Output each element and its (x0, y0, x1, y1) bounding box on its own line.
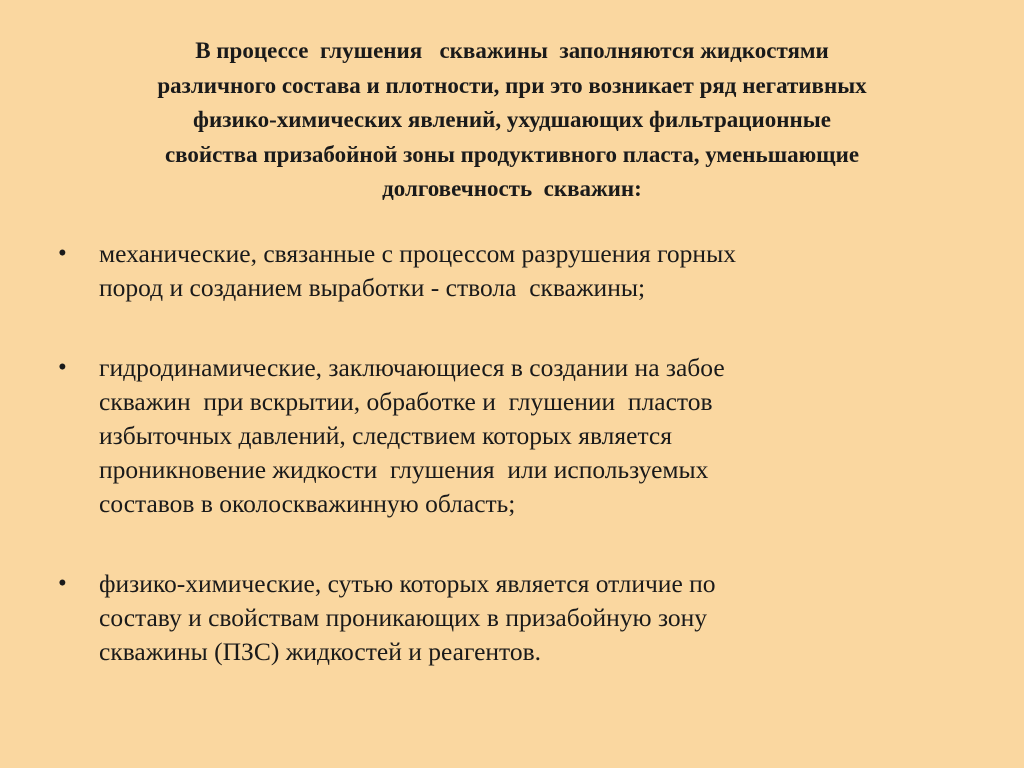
bullet-point-icon: • (58, 570, 67, 597)
bullet-line: избыточных давлений, следствием которых является (99, 421, 672, 450)
bullet-line: проникновение жидкости глушения или используемых (99, 455, 709, 484)
bullet-item-hydrodynamic (58, 351, 958, 521)
bullet-list (58, 237, 958, 669)
bullet-point-icon: • (58, 354, 67, 381)
bullet-line: пород и созданием выработки - ствола скважины; (99, 273, 646, 302)
bullet-line: составов в околоскважинную область; (99, 489, 516, 518)
title-line: В процессе глушения скважины заполняются жидкостями (195, 38, 829, 63)
bullet-line: физико-химические, сутью которых является отличие по (99, 569, 716, 598)
bullet-line: составу и свойствам проникающих в призабойную зону (99, 603, 708, 632)
bullet-point-icon: • (58, 240, 67, 267)
bullet-line: гидродинамические, заключающиеся в создании на забое (99, 353, 725, 382)
bullet-line: механические, связанные с процессом разрушения горных (99, 239, 736, 268)
bullet-item-mechanical (58, 237, 958, 305)
bullet-text (99, 237, 958, 305)
title-line: свойства призабойной зоны продуктивного пласта, уменьшающие (164, 141, 860, 167)
bullet-text (99, 567, 958, 669)
bullet-text (99, 351, 958, 521)
title-line: физико-химических явлений, ухудшающих фильтрационные (193, 107, 831, 132)
bullet-item-physicochemical (58, 567, 958, 669)
slide-title (60, 34, 964, 207)
bullet-line: скважин при вскрытии, обработке и глушении пластов (99, 387, 713, 416)
title-line: различного состава и плотности, при это возникает ряд негативных (157, 72, 867, 98)
bullet-line: скважины (ПЗС) жидкостей и реагентов. (99, 637, 542, 666)
title-line: долговечность скважин: (382, 176, 642, 201)
